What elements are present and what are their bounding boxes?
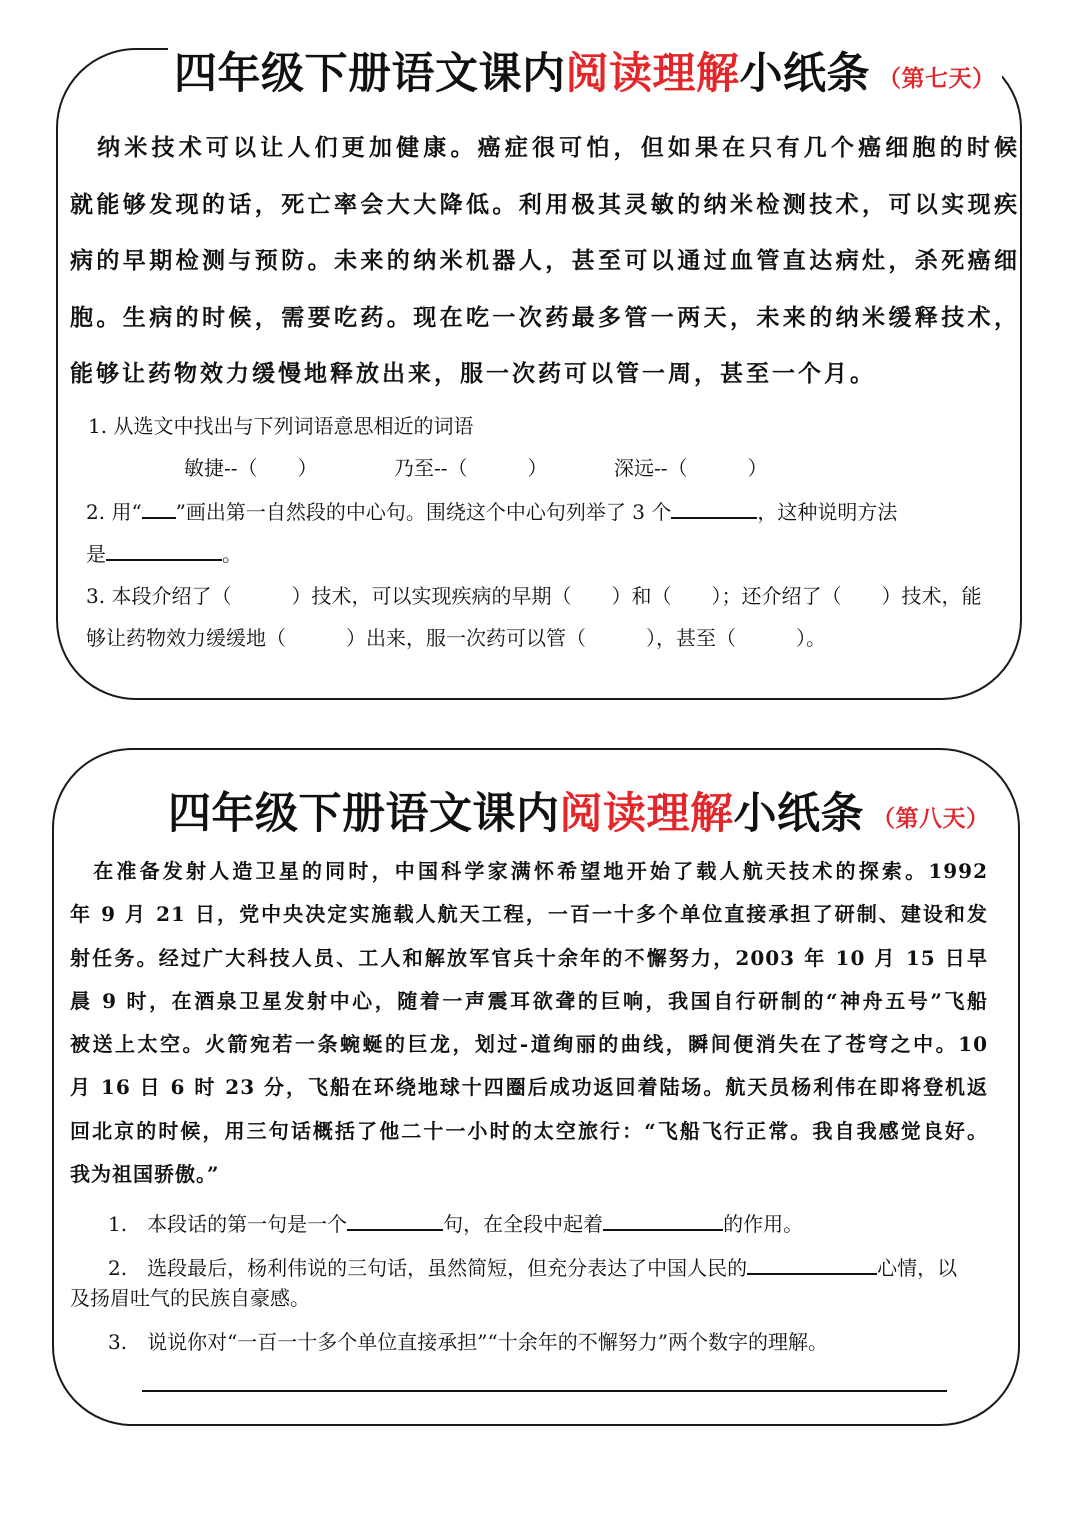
title-highlight: 阅读理解: [565, 49, 740, 99]
passage-line: 胞。生病的时候，需要吃药。现在吃一次药最多管一两天，未来的纳米缓释技术，: [70, 303, 1020, 331]
q2-blank-3[interactable]: [106, 555, 222, 561]
title-end: 小纸条: [733, 789, 864, 839]
q1-word-1: 敏捷--（ ）: [184, 456, 318, 480]
q1-text-c: 的作用。: [723, 1212, 804, 1236]
question-1: [108, 1208, 803, 1237]
passage: [70, 850, 988, 1196]
question-2: [108, 1252, 957, 1281]
title-day: （第八天）: [872, 806, 990, 832]
q2-text-a: 2. 选段最后，杨利伟说的三句话，虽然简短，但充分表达了中国人民的: [108, 1256, 748, 1280]
q2-blank-1[interactable]: [142, 513, 176, 519]
title-day: （第七天）: [878, 66, 996, 92]
q2-text-c: ，这种说明方法: [757, 500, 898, 524]
q2-text-d: 是: [86, 542, 106, 566]
question-1: 1. 从选文中找出与下列词语意思相近的词语: [88, 414, 474, 438]
q1-text-b: 句，在全段中起着: [443, 1212, 604, 1236]
q1-word-2: 乃至--（ ）: [394, 456, 548, 480]
question-3: 3. 说说你对“一百一十多个单位直接承担”“十余年的不懈努力”两个数字的理解。: [108, 1330, 828, 1354]
q1-blank-2[interactable]: [603, 1225, 723, 1231]
passage-line: 被送上太空。火箭宛若一条蜿蜒的巨龙，划过-道绚丽的曲线，瞬间便消失在了苍穹之中。10: [70, 1032, 988, 1057]
passage-line: 就能够发现的话，死亡率会大大降低。利用极其灵敏的纳米检测技术，可以实现疾: [70, 190, 1020, 218]
q2-text-e: 。: [222, 542, 242, 566]
passage-line: 晨 9 时，在酒泉卫星发射中心，随着一声震耳欲聋的巨响，我国自行研制的“神舟五号”飞船: [70, 988, 988, 1013]
title-main: 四年级下册语文课内: [174, 49, 566, 99]
question-2-cont: 及扬眉吐气的民族自豪感。: [70, 1286, 310, 1310]
passage-line: 在准备发射人造卫星的同时，中国科学家满怀希望地开始了载人航天技术的探索。1992: [70, 859, 988, 883]
card-title: [162, 780, 996, 841]
q1-text-a: 1. 本段话的第一句是一个: [108, 1212, 348, 1236]
q1-word-3: 深远--（ ）: [614, 456, 768, 480]
title-main: 四年级下册语文课内: [168, 789, 560, 839]
question-3: 3. 本段介绍了（ ）技术，可以实现疾病的早期（ ）和（ ）；还介绍了（ ）技术，能: [86, 584, 982, 608]
title-highlight: 阅读理解: [559, 789, 734, 839]
q2-text-b: ”画出第一自然段的中心句。围绕这个中心句列举了 3 个: [175, 500, 672, 524]
passage-line: 回北京的时候，用三句话概括了他二十一小时的太空旅行：“飞船飞行正常。我自我感觉良好。: [70, 1118, 988, 1143]
reading-card-day8: [52, 748, 1020, 1426]
passage-line: 月 16 日 6 时 23 分，飞船在环绕地球十四圈后成功返回着陆场。航天员杨利伟在即将登机返: [70, 1075, 988, 1100]
reading-card-day7: [56, 48, 1022, 700]
passage: [70, 120, 1020, 403]
title-end: 小纸条: [739, 49, 870, 99]
question-3-cont: 够让药物效力缓缓地（ ）出来，服一次药可以管（ ），甚至（ ）。: [86, 626, 826, 650]
q2-blank-1[interactable]: [747, 1269, 877, 1275]
passage-line: 病的早期检测与预防。未来的纳米机器人，甚至可以通过血管直达病灶，杀死癌细: [70, 247, 1020, 274]
q2-text-a: 2. 用“: [86, 500, 142, 524]
question-2: [86, 496, 897, 525]
card-title: [168, 40, 1002, 101]
passage-line: 能够让药物效力缓慢地释放出来，服一次药可以管一周，甚至一个月。: [70, 360, 876, 387]
passage-line: 年 9 月 21 日，党中央决定实施载人航天工程，一百一十多个单位直接承担了研制、建设和发: [70, 902, 988, 927]
q1-blank-1[interactable]: [347, 1225, 443, 1231]
q2-blank-2[interactable]: [671, 513, 757, 519]
passage-line: 射任务。经过广大科技人员、工人和解放军官兵十余年的不懈努力，2003 年 10 月 15 日早: [70, 945, 988, 970]
answer-line[interactable]: [142, 1390, 947, 1392]
passage-line: 纳米技术可以让人们更加健康。癌症很可怕，但如果在只有几个癌细胞的时候: [70, 134, 1020, 161]
passage-line: 我为祖国骄傲。”: [70, 1162, 220, 1187]
q2-text-b: 心情，以: [877, 1256, 958, 1280]
question-2-cont: [86, 538, 242, 567]
